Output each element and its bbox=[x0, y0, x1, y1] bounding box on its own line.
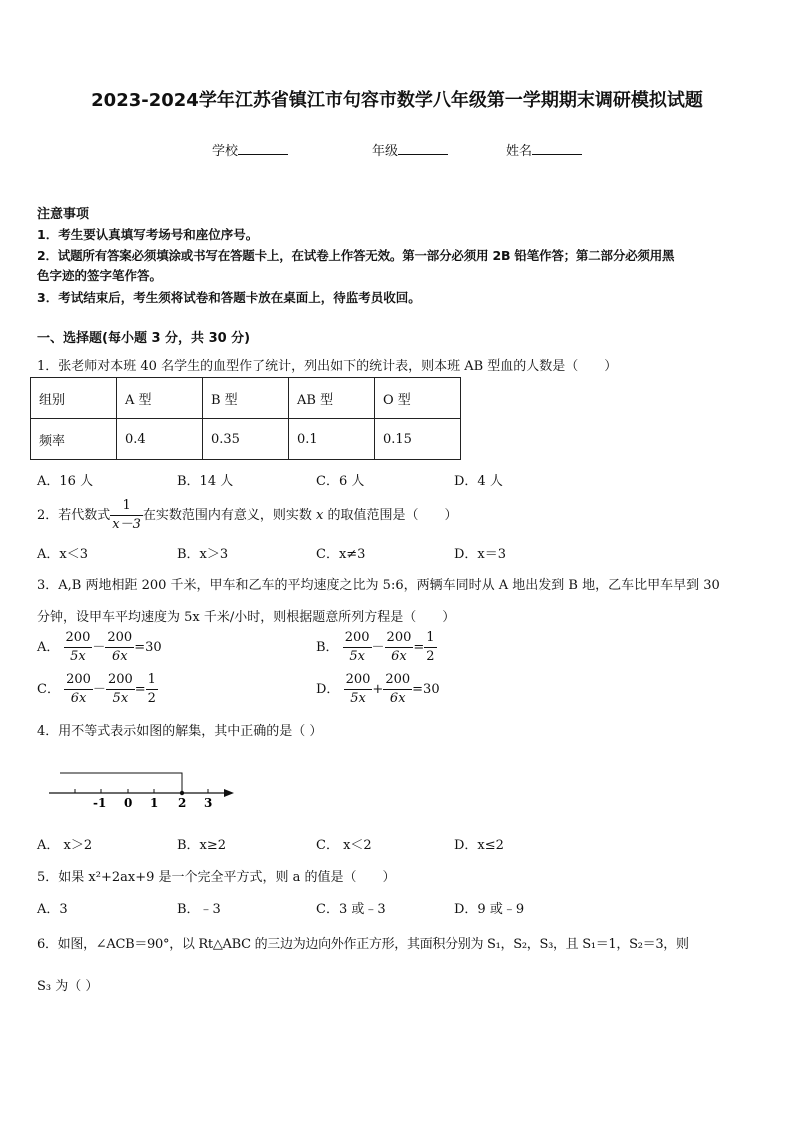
question-4-stem: 4．用不等式表示如图的解集，其中正确的是（ ） bbox=[37, 724, 323, 739]
note-item: 2．试题所有答案必须填涂或书写在答题卡上，在试卷上作答无效。第一部分必须用 2B 铅笔作答；第二部分必须用黑 bbox=[37, 248, 675, 263]
q2-fraction bbox=[110, 497, 143, 534]
fraction bbox=[343, 629, 372, 666]
q1-option-b[interactable]: B．14 人 bbox=[177, 474, 234, 489]
rhs-value: 30 bbox=[423, 682, 440, 697]
equals: = bbox=[134, 640, 146, 655]
equals: = bbox=[134, 682, 146, 697]
tick-label: 0 bbox=[124, 796, 133, 810]
notes-heading: 注意事项 bbox=[37, 207, 90, 222]
equals: = bbox=[413, 640, 425, 655]
rhs-value: 30 bbox=[145, 640, 162, 655]
grade-field[interactable] bbox=[372, 140, 448, 159]
numerator: 200 bbox=[343, 629, 372, 648]
q3-option-b[interactable] bbox=[316, 629, 437, 666]
question-3-line-2: 分钟，设甲车平均速度为 5x 千米/小时，则根据题意所列方程是（ ） bbox=[37, 610, 456, 625]
denominator: 6x bbox=[70, 691, 87, 706]
fraction bbox=[146, 671, 158, 708]
q2-variable: x bbox=[316, 508, 324, 523]
denominator: 5x bbox=[112, 691, 129, 706]
fraction bbox=[385, 629, 414, 666]
name-blank[interactable] bbox=[532, 142, 582, 155]
name-field[interactable] bbox=[506, 140, 582, 159]
q2-option-a[interactable]: A．x＜3 bbox=[37, 547, 88, 562]
table-cell: 0.1 bbox=[289, 419, 375, 460]
q2-option-c[interactable]: C．x≠3 bbox=[316, 547, 366, 562]
question-1-stem: 1．张老师对本班 40 名学生的血型作了统计，列出如下的统计表，则本班 AB 型血的人数是（ ） bbox=[37, 359, 618, 374]
numerator: 200 bbox=[64, 671, 93, 690]
numerator: 200 bbox=[64, 629, 93, 648]
q2-fraction-numerator: 1 bbox=[110, 497, 143, 516]
numerator: 200 bbox=[383, 671, 412, 690]
tick-label: 1 bbox=[150, 796, 159, 810]
q4-option-c[interactable]: C． x＜2 bbox=[316, 838, 372, 853]
q5-option-a[interactable]: A．3 bbox=[37, 902, 68, 917]
q3-option-a[interactable] bbox=[37, 629, 162, 666]
q2-stem-part: 2．若代数式 bbox=[37, 508, 111, 523]
q2-stem-part: 在实数范围内有意义，则实数 bbox=[142, 508, 312, 523]
page-title: 2023-2024学年江苏省镇江市句容市数学八年级第一学期期末调研模拟试题 bbox=[91, 90, 703, 111]
operator: － bbox=[371, 640, 385, 655]
tick-label: 2 bbox=[178, 796, 187, 810]
question-6-line-1: 6．如图，∠ACB＝90°，以 Rt△ABC 的三边为边向外作正方形，其面积分别为 S₁，S₂，S₃，且 S₁＝1，S₂＝3，则 bbox=[37, 937, 689, 952]
table-row bbox=[31, 378, 461, 419]
fraction bbox=[106, 671, 135, 708]
table-cell: 0.15 bbox=[375, 419, 461, 460]
denominator: 6x bbox=[391, 649, 407, 664]
q2-option-d[interactable]: D．x＝3 bbox=[454, 547, 507, 562]
equals: = bbox=[412, 682, 424, 697]
denominator: 5x bbox=[70, 649, 86, 664]
q2-option-b[interactable]: B．x＞3 bbox=[177, 547, 229, 562]
numerator: 200 bbox=[105, 629, 134, 648]
school-label: 学校 bbox=[212, 144, 239, 159]
denominator: 6x bbox=[111, 649, 128, 664]
q2-stem-part: 的取值范围是（ ） bbox=[327, 508, 458, 523]
denominator: 5x bbox=[349, 649, 365, 664]
q4-option-b[interactable]: B．x≥2 bbox=[177, 838, 227, 853]
q1-option-c[interactable]: C．6 人 bbox=[316, 474, 365, 489]
q5-option-b[interactable]: B．﹣3 bbox=[177, 902, 221, 917]
option-label: C． bbox=[37, 682, 60, 697]
table-cell: 0.4 bbox=[117, 419, 203, 460]
question-5-stem: 5．如果 x²+2ax+9 是一个完全平方式，则 a 的值是（ ） bbox=[37, 870, 396, 885]
grade-blank[interactable] bbox=[398, 142, 448, 155]
operator: + bbox=[372, 682, 384, 697]
note-item: 色字迹的签字笔作答。 bbox=[37, 268, 163, 283]
blood-type-table bbox=[30, 377, 461, 460]
q4-option-a[interactable]: A． x＞2 bbox=[37, 838, 93, 853]
school-blank[interactable] bbox=[238, 142, 288, 155]
note-item: 3．考试结束后，考生须将试卷和答题卡放在桌面上，待监考员收回。 bbox=[37, 290, 421, 305]
tick-label: 3 bbox=[204, 796, 213, 810]
fraction bbox=[383, 671, 412, 708]
table-cell: 组别 bbox=[31, 378, 117, 419]
section-heading: 一、选择题(每小题 3 分，共 30 分) bbox=[37, 331, 251, 346]
table-row bbox=[31, 419, 461, 460]
operator: － bbox=[92, 640, 106, 655]
table-cell: 0.35 bbox=[203, 419, 289, 460]
numerator: 200 bbox=[385, 629, 414, 648]
q3-option-c[interactable] bbox=[37, 671, 158, 708]
fraction bbox=[105, 629, 134, 666]
question-2-stem bbox=[37, 497, 458, 534]
numerator: 1 bbox=[146, 671, 158, 690]
q4-option-d[interactable]: D．x≤2 bbox=[454, 838, 504, 853]
option-label: B． bbox=[316, 640, 339, 655]
numerator: 200 bbox=[344, 671, 373, 690]
fraction bbox=[64, 671, 93, 708]
fraction bbox=[344, 671, 373, 708]
question-3-line-1: 3．A,B 两地相距 200 千米，甲车和乙车的平均速度之比为 5:6，两辆车同时从 A 地出发到 B 地，乙车比甲车早到 30 bbox=[37, 578, 720, 593]
q1-option-d[interactable]: D．4 人 bbox=[454, 474, 503, 489]
solid-endpoint-dot bbox=[180, 791, 184, 795]
tick-label: -1 bbox=[93, 796, 107, 810]
fraction bbox=[424, 629, 436, 666]
school-field[interactable] bbox=[212, 140, 288, 159]
number-line-figure bbox=[40, 760, 250, 810]
note-item: 1．考生要认真填写考场号和座位序号。 bbox=[37, 227, 259, 242]
denominator: 5x bbox=[350, 691, 366, 706]
option-label: A． bbox=[37, 640, 60, 655]
grade-label: 年级 bbox=[372, 144, 399, 159]
table-cell: 频率 bbox=[31, 419, 117, 460]
q1-option-a[interactable]: A．16 人 bbox=[37, 474, 94, 489]
q5-option-d[interactable]: D．9 或﹣9 bbox=[454, 902, 525, 917]
axis-arrow-icon bbox=[224, 789, 234, 797]
option-label: D． bbox=[316, 682, 340, 697]
denominator: 6x bbox=[389, 691, 406, 706]
operator: － bbox=[92, 682, 106, 697]
denominator: 2 bbox=[426, 649, 435, 664]
table-cell: O 型 bbox=[375, 378, 461, 419]
solution-set-bracket bbox=[60, 773, 182, 793]
numerator: 1 bbox=[424, 629, 436, 648]
fraction bbox=[64, 629, 93, 666]
table-cell: A 型 bbox=[117, 378, 203, 419]
q5-option-c[interactable]: C．3 或﹣3 bbox=[316, 902, 386, 917]
q2-fraction-denominator: x－3 bbox=[112, 517, 141, 532]
name-label: 姓名 bbox=[506, 144, 533, 159]
question-6-line-2: S₃ 为（ ） bbox=[37, 979, 99, 994]
table-cell: AB 型 bbox=[289, 378, 375, 419]
denominator: 2 bbox=[147, 691, 156, 706]
table-cell: B 型 bbox=[203, 378, 289, 419]
q3-option-d[interactable] bbox=[316, 671, 440, 708]
numerator: 200 bbox=[106, 671, 135, 690]
